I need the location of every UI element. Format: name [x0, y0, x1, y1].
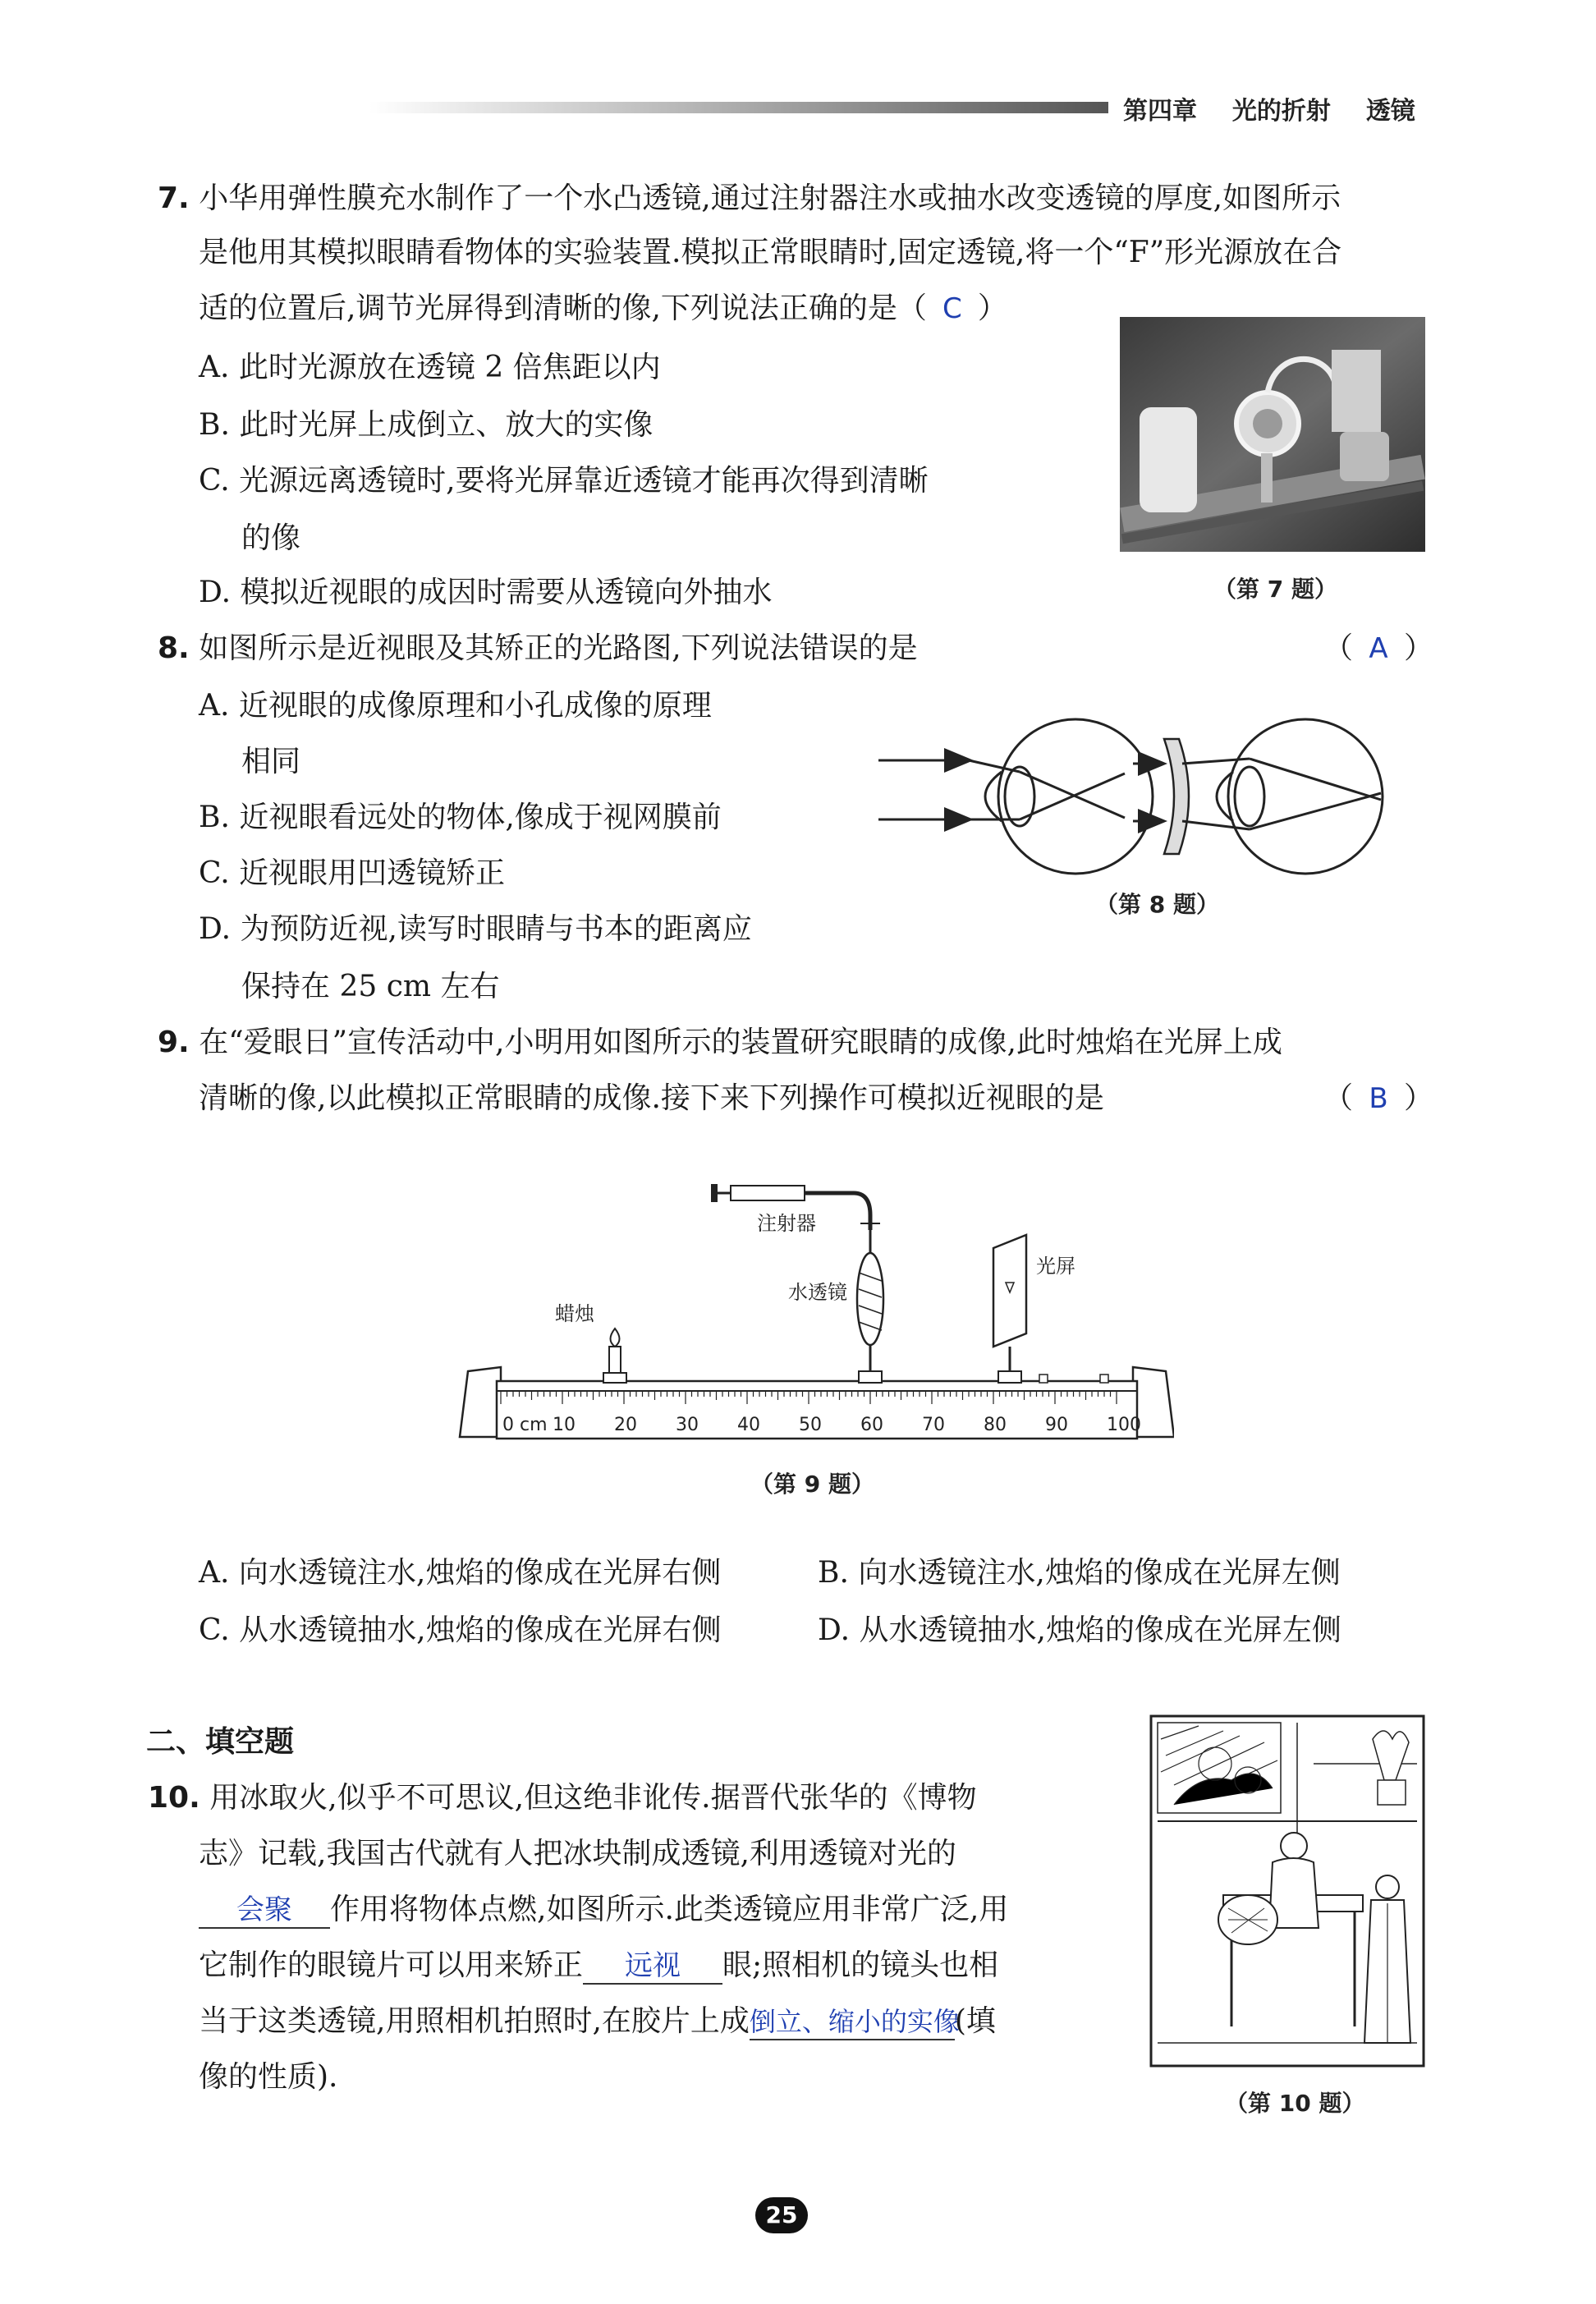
q9-option-b: B. 向水透镜注水,烛焰的像成在光屏左侧 [818, 1556, 1341, 1590]
q8-option-d1: D. 为预防近视,读写时眼睛与书本的距离应 [199, 912, 752, 946]
q10-line3: 会聚 作用将物体点燃,如图所示.此类透镜应用非常广泛,用 [199, 1890, 1008, 1930]
header-subtopic: 透镜 [1365, 97, 1415, 126]
ruler-label: 90 [1045, 1415, 1068, 1435]
header-title [1123, 90, 1415, 126]
q8-diagram [878, 714, 1437, 879]
q7-option-a: A. 此时光源放在透镜 2 倍焦距以内 [199, 351, 661, 384]
ruler-label: 50 [799, 1415, 822, 1435]
q8-option-d2: 保持在 25 cm 左右 [241, 970, 500, 1003]
q9-line1: 9. 在“爱眼日”宣传活动中,小明用如图所示的装置研究眼睛的成像,此时烛焰在光屏上成 [158, 1026, 1282, 1059]
q9-answer: B [1369, 1082, 1388, 1115]
q7-line2: 是他用其模拟眼睛看物体的实验装置.模拟正常眼睛时,固定透镜,将一个“F”形光源放在合 [199, 236, 1342, 269]
ruler-label: 10 [553, 1415, 576, 1435]
q9-caption: （第 9 题） [750, 1471, 874, 1498]
q9-number: 9. [158, 1026, 190, 1059]
ruler-label: 70 [922, 1415, 945, 1435]
q7-photo [1120, 317, 1425, 552]
q7-answer: C [942, 292, 962, 325]
header-chapter: 第四章 [1123, 97, 1197, 126]
q10-line2: 志》记载,我国古代就有人把冰块制成透镜,利用透镜对光的 [199, 1837, 956, 1870]
q10-line5: 当于这类透镜,用照相机拍照时,在胶片上成倒立、缩小的实像(填 [199, 2002, 996, 2041]
q7-option-c1: C. 光源远离透镜时,要将光屏靠近透镜才能再次得到清晰 [199, 464, 929, 498]
q9-answer-wrap: （ B ） [1323, 1079, 1433, 1118]
q8-option-b: B. 近视眼看远处的物体,像成于视网膜前 [199, 801, 722, 834]
ruler-label: 60 [860, 1415, 883, 1435]
header-bar [369, 102, 1108, 113]
q10-illustration [1149, 1714, 1425, 2068]
q9-label-syringe: 注射器 [757, 1212, 816, 1235]
q7-text1: 小华用弹性膜充水制作了一个水凸透镜,通过注射器注水或抽水改变透镜的厚度,如图所示 [199, 181, 1341, 215]
q10-line4: 它制作的眼镜片可以用来矫正 远视 眼;照相机的镜头也相 [199, 1946, 998, 1985]
q9-diagram [452, 1166, 1174, 1445]
ruler-label: 20 [614, 1415, 637, 1435]
q10-blank-3[interactable]: 倒立、缩小的实像 [750, 2004, 955, 2040]
q8-option-a1: A. 近视眼的成像原理和小孔成像的原理 [199, 689, 712, 723]
q9-option-c: C. 从水透镜抽水,烛焰的像成在光屏右侧 [199, 1613, 722, 1647]
header-topic: 光的折射 [1231, 97, 1331, 126]
q9-option-a: A. 向水透镜注水,烛焰的像成在光屏右侧 [199, 1556, 722, 1590]
ruler-label: 30 [676, 1415, 699, 1435]
q7-line3: 适的位置后,调节光屏得到清晰的像,下列说法正确的是（ C ） [199, 289, 1007, 328]
ruler-label: 40 [737, 1415, 760, 1435]
q10-caption: （第 10 题） [1225, 2090, 1365, 2117]
ruler-label: 0 cm [502, 1415, 548, 1435]
q7-caption: （第 7 题） [1213, 576, 1337, 603]
q10-number: 10. [148, 1781, 200, 1815]
q8-answer: A [1369, 632, 1388, 665]
q10-line1: 10. 用冰取火,似乎不可思议,但这绝非讹传.据晋代张华的《博物 [148, 1781, 977, 1815]
q8-stem: 8. 如图所示是近视眼及其矫正的光路图,下列说法错误的是 [158, 631, 918, 665]
q9-label-candle: 蜡烛 [555, 1302, 594, 1325]
q8-option-a2: 相同 [241, 745, 301, 778]
page-number-badge [755, 2197, 808, 2233]
q8-caption: （第 8 题） [1095, 891, 1219, 918]
q8-option-c: C. 近视眼用凹透镜矫正 [199, 856, 506, 890]
ruler-label: 80 [984, 1415, 1007, 1435]
page-number: 25 [765, 2201, 798, 2228]
q7-number: 7. [158, 181, 190, 215]
q8-number: 8. [158, 631, 190, 665]
q9-option-d: D. 从水透镜抽水,烛焰的像成在光屏左侧 [818, 1613, 1341, 1647]
q8-answer-wrap: （ A ） [1323, 629, 1433, 668]
q7-option-c2: 的像 [241, 521, 301, 555]
section2-title: 二、填空题 [146, 1725, 295, 1759]
q9-label-screen: 光屏 [1036, 1255, 1075, 1278]
q9-label-lens: 水透镜 [788, 1281, 847, 1304]
q9-line2: 清晰的像,以此模拟正常眼睛的成像.接下来下列操作可模拟近视眼的是 [199, 1081, 1104, 1115]
q7-option-d: D. 模拟近视眼的成因时需要从透镜向外抽水 [199, 576, 773, 609]
ruler-label: 100 [1107, 1415, 1141, 1435]
q10-line6: 像的性质). [199, 2060, 338, 2094]
q7-option-b: B. 此时光屏上成倒立、放大的实像 [199, 408, 654, 442]
q10-blank-2[interactable]: 远视 [583, 1948, 722, 1985]
q10-blank-1[interactable]: 会聚 [199, 1893, 330, 1929]
q7-line1 [158, 179, 1341, 218]
